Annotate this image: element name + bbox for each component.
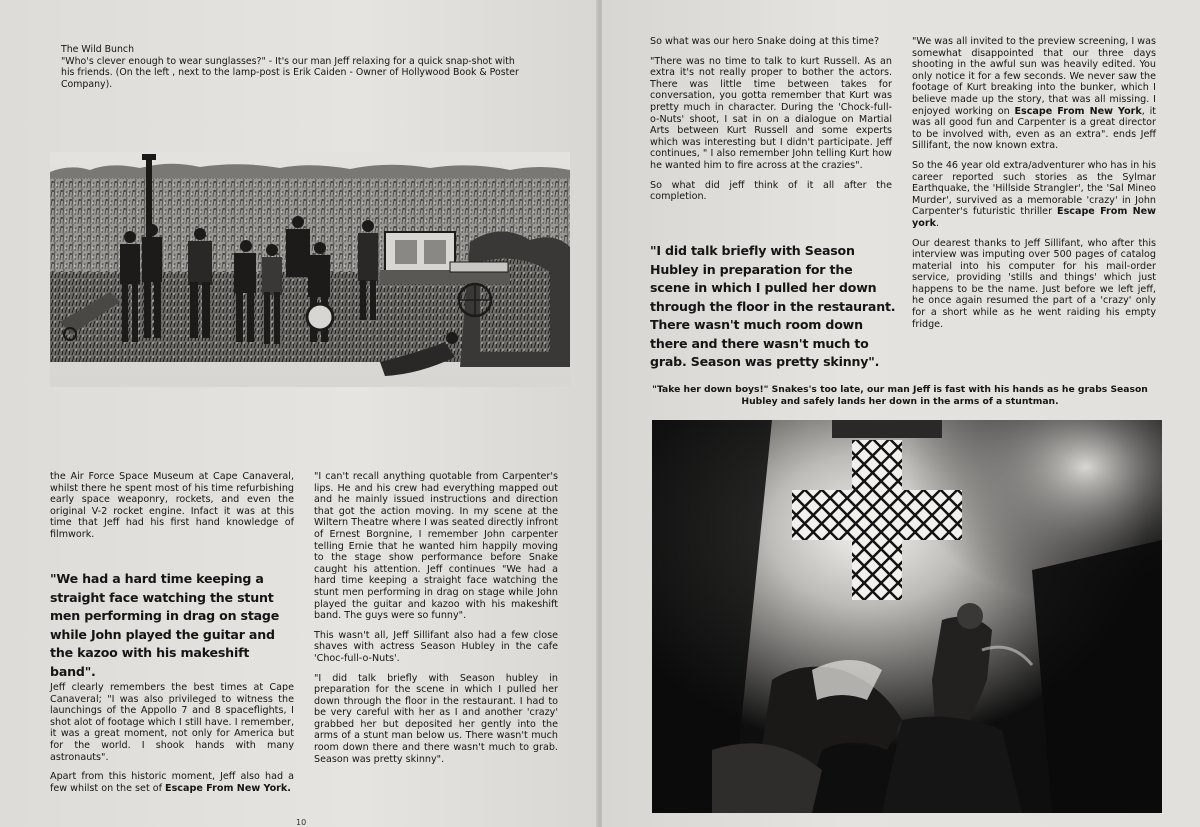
caption-title: The Wild Bunch xyxy=(61,44,135,55)
paragraph: "I can't recall anything quotable from Carpenter's lips. He and his crew had everything mapped out and he mainly issued instructions and direction that got the action moving. In my scene at the Wiltern Theatre where I was seated directly infront of Ernest Borgnine, I remember John carpenter telling Ernie that he wanted him happily moving to the stage show performance before Snake caught his attention. Jeff continues "We had a hard time keeping a straight face watching the stunt men performing in drag on stage while John played the guitar and kazoo with his makeshift band. The guys were so funny". xyxy=(314,471,558,622)
film-still-photo xyxy=(652,420,1162,813)
film-title: Escape From New york xyxy=(912,206,1157,229)
pull-quote-season-hubley: "I did talk briefly with Season Hubley in preparation for the scene in which I pulled her down through the floor in the restaurant. There wasn't much room down there and there wasn't much to grab. Season was pretty skinny". xyxy=(650,243,896,369)
photo-caption-wild-bunch xyxy=(61,44,521,90)
right-page xyxy=(602,0,1200,827)
left-column-1-lower xyxy=(50,682,294,802)
paragraph: "There was no time to talk to kurt Russell. As an extra it's not really proper to bother the actors. There was little time between takes for conversation, you gotta remember that Kurt was pretty much in character. During the 'Chock-full-o-Nuts' shoot, I sat in on a dialogue on Martial Arts between Kurt Russell and some experts which was interesting but I didn't participate. Jeff continues, " I also remember John telling Kurt how he wanted him to fire across at the crazies". xyxy=(650,55,892,171)
paragraph: the Air Force Space Museum at Cape Canaveral, whilst there he spent most of his time refurbishing early space weaponry, rockets, and even the original V-2 rocket engine. Infact it was at this time that Jeff had his first hand knowledge of filmwork. xyxy=(50,471,294,540)
paragraph: This wasn't all, Jeff Sillifant also had a few close shaves with actress Season Hubley in the cafe 'Choc-full-o-Nuts'. xyxy=(314,629,558,664)
paragraph: "I did talk briefly with Season hubley in preparation for the scene in which I pulled her down through the floor in the restaurant. I had to be very careful with her as I and another 'crazy' grabbed her but deposited her gently into the arms of a stunt man below us. There wasn't much room down there and there wasn't much to grab. Season was pretty skinny". xyxy=(314,672,558,765)
paragraph: So the 46 year old extra/adventurer who has in his career reported such stories as the Sylmar Earthquake, the 'Hillside Strangler', the 'Sal Mineo Murder', survived as a memorable 'crazy' in John Carpenter's futuristic thriller Escape From New york. xyxy=(912,159,1157,229)
right-column-1 xyxy=(650,36,892,211)
left-column-2 xyxy=(314,471,558,773)
paragraph: "We was all invited to the preview screening, I was somewhat disappointed that our three days shooting in the awful sun was heavily edited. You only notice it for a few seconds. We never saw the footage of Kurt breaking into the bunker, which I believe made up the story, that was all missing. I enjoyed working on Escape From New York, it was all good fun and Carpenter is a great director to be involved with, even as an extra". ends Jeff Sillifant, the now known extra. xyxy=(912,36,1157,152)
paragraph: Our dearest thanks to Jeff Sillifant, who after this interview was imputing over 500 pages of catalog material into his computer for his mail-order service, providing 'stills and things' which just happens to be the name. Just before we left jeff, he once again resumed the part of a 'crazy' only for a short while as he went raiding his empty fridge. xyxy=(912,237,1156,330)
paragraph: So what was our hero Snake doing at this time? xyxy=(650,36,880,47)
paragraph: Jeff clearly remembers the best times at Cape Canaveral; "I was also privileged to witness the launchings of the Appollo 7 and 8 spaceflights, I shot alot of footage which I still have. I remember, it was a great moment, not only for America but for the world. I shook hands with many astronauts". xyxy=(50,682,294,763)
film-title: Escape From New York xyxy=(1014,105,1142,117)
photo-caption-take-her-down: "Take her down boys!" Snakes's too late, our man Jeff is fast with his hands as he grabs Season Hubley and safely lands her down in the arms of a stuntman. xyxy=(652,384,1148,407)
caption-body: "Who's clever enough to wear sunglasses?" - It's our man Jeff relaxing for a quick snap-shot with his friends. (On the left , next to the lamp-post is Erik Caiden - Owner of Hollywood Book & Poster Company). xyxy=(61,55,519,90)
page-number: 10 xyxy=(296,818,307,827)
left-column-1 xyxy=(50,471,294,549)
paragraph: Apart from this historic moment, Jeff also had a few whilst on the set of Escape From New York. xyxy=(50,771,294,794)
wild-bunch-photo xyxy=(50,152,570,387)
left-page xyxy=(0,0,598,827)
paragraph: So what did jeff think of it all after the completion. xyxy=(650,179,892,203)
film-title: Escape From New York. xyxy=(165,782,291,794)
pull-quote-drag: "We had a hard time keeping a straight face watching the stunt men performing in drag on stage while John played the guitar and the kazoo with his makeshift band". xyxy=(50,571,280,679)
right-column-2 xyxy=(912,36,1156,338)
